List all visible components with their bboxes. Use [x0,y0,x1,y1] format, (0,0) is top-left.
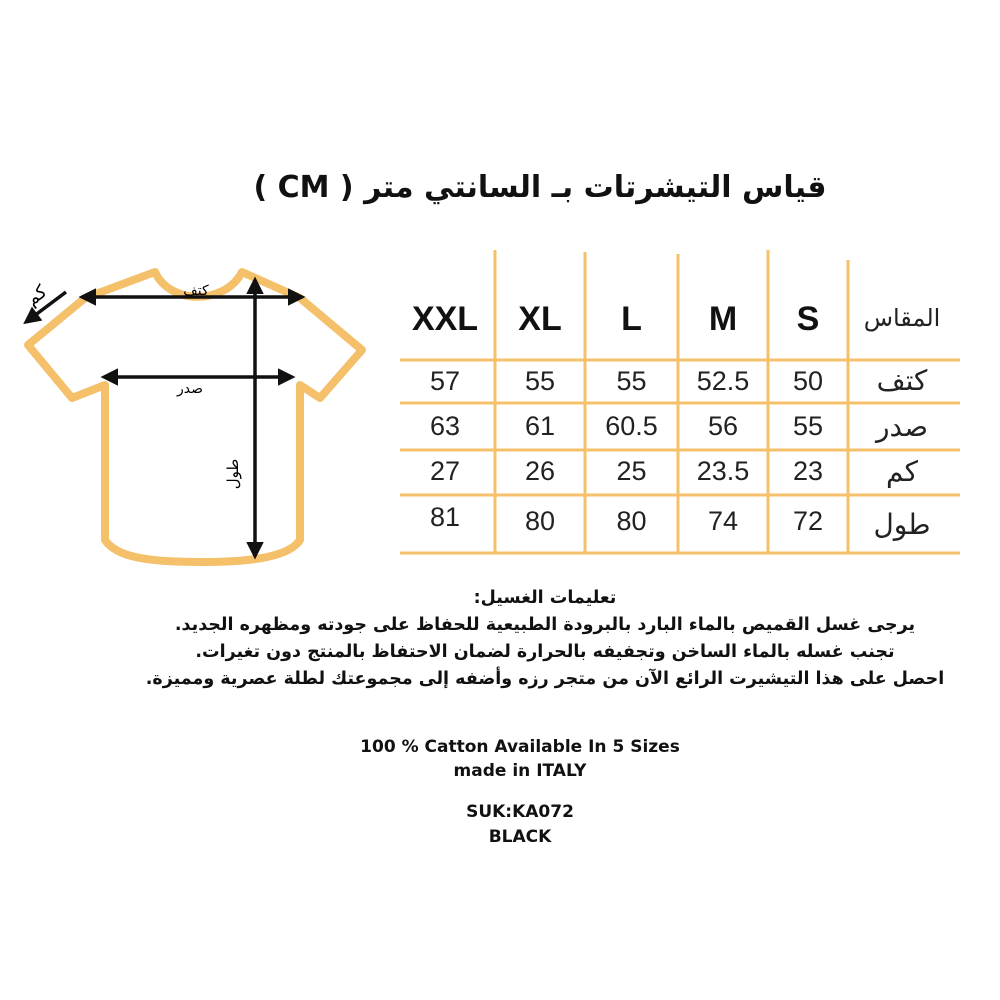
table-cell: 72 [792,506,824,536]
row-label-length: طول [873,508,931,541]
table-cell: 52.5 [696,366,750,396]
row-label-chest: صدر [876,410,928,443]
product-sku: SUK:KA072 [466,802,574,822]
table-cell: 74 [707,506,739,536]
table-cell: 26 [524,456,556,486]
washing-instructions [110,585,980,693]
table-cell: 56 [707,411,739,441]
size-l: L [621,300,642,338]
table-cell: 63 [429,411,461,441]
table-cell: 61 [524,411,556,441]
sleeve-label: كم [22,281,52,311]
chest-label: صدر [177,381,203,397]
length-label: طول [224,458,242,490]
size-xxl: XXL [411,300,479,338]
table-cell: 50 [792,366,824,396]
table-cell: 55 [792,411,824,441]
product-color: BLACK [488,827,552,847]
washing-line: يرجى غسل القميص بالماء البارد بالبرودة الطبيعية للحفاظ على جودته ومظهره الجديد. [174,615,916,635]
shoulder-label: كتف [183,283,209,299]
table-cell: 57 [429,366,461,396]
row-label-sleeve: كم [886,455,918,488]
tshirt-outline [28,272,362,562]
table-cell: 23.5 [696,456,750,486]
size-s: S [796,300,820,338]
product-material: 100 % Catton Available In 5 Sizes [360,737,680,757]
page-title: قياس التيشرتات بـ السانتي متر ( CM ) [253,170,827,205]
table-cell: 23 [792,456,824,486]
table-cell: 60.5 [605,411,658,441]
washing-title: تعليمات الغسيل: [473,588,617,608]
product-origin: made in ITALY [453,761,587,781]
size-table [390,240,980,570]
table-cell: 80 [524,506,556,536]
row-label-shoulder: كتف [876,364,928,397]
table-cell: 81 [429,502,461,532]
table-cell: 25 [616,456,647,486]
size-xl: XL [518,300,562,338]
table-cell: 27 [429,456,461,486]
washing-line: تجنب غسله بالماء الساخن وتجفيفه بالحرارة لضمان الاحتفاظ بالمنتج دون تغيرات. [195,642,895,662]
table-cell: 80 [616,506,647,536]
table-cell: 55 [616,366,647,396]
washing-line: احصل على هذا التيشيرت الرائع الآن من متجر رزه وأضفه إلى مجموعتك لطلة عصرية ومميزة. [145,669,945,689]
size-header: المقاس [863,304,941,332]
size-m: M [708,300,738,338]
tshirt-diagram [0,240,380,580]
table-cell: 55 [524,366,556,396]
